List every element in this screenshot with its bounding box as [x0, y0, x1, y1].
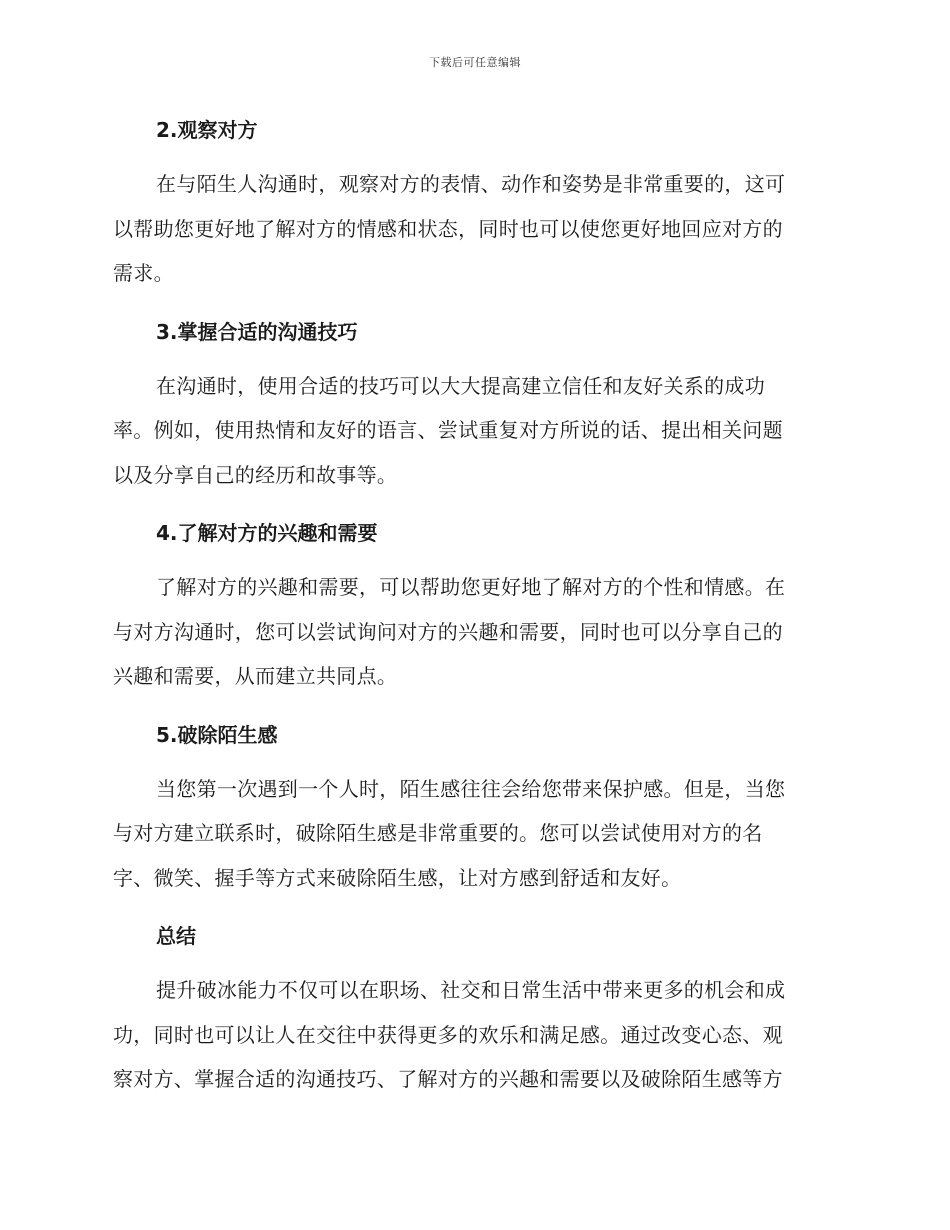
- paragraph-interests: [113, 565, 835, 699]
- paragraph-line: 提升破冰能力不仅可以在职场、社交和日常生活中带来更多的机会和成: [156, 978, 786, 1002]
- paragraph-line: 当您第一次遇到一个人时，陌生感往往会给您带来保护感。但是，当您: [156, 776, 786, 801]
- paragraph-line: 字、微笑、握手等方式来破除陌生感，让对方感到舒适和友好。: [113, 865, 682, 890]
- paragraph-line: 兴趣和需要，从而建立共同点。: [113, 664, 398, 688]
- section-title-skills: 3.掌握合适的沟通技巧: [156, 319, 358, 344]
- paragraph-line: 功，同时也可以让人在交往中获得更多的欢乐和满足感。通过改变心态、观: [113, 1022, 783, 1047]
- section-title-observe: 2.观察对方: [156, 118, 258, 142]
- paragraph-line: 了解对方的兴趣和需要，可以帮助您更好地了解对方的个性和情感。在: [156, 575, 786, 599]
- paragraph-line: 需求。: [113, 261, 174, 285]
- paragraph-strangeness: [113, 767, 835, 901]
- paragraph-observe: [113, 162, 835, 296]
- document-body: [113, 108, 835, 1116]
- paragraph-line: 察对方、掌握合适的沟通技巧、了解对方的兴趣和需要以及破除陌生感等方: [113, 1067, 783, 1091]
- section-title-interests: 4.了解对方的兴趣和需要: [156, 521, 378, 545]
- paragraph-skills: [113, 364, 835, 498]
- page-header: 下载后可任意编辑: [429, 56, 521, 69]
- paragraph-summary: [113, 968, 835, 1102]
- section-title-strangeness: 5.破除陌生感: [156, 722, 278, 747]
- paragraph-line: 在沟通时，使用合适的技巧可以大大提高建立信任和友好关系的成功: [156, 373, 765, 398]
- paragraph-line: 以及分享自己的经历和故事等。: [113, 462, 398, 487]
- paragraph-line: 率。例如，使用热情和友好的语言、尝试重复对方所说的话、提出相关问题: [113, 418, 783, 442]
- section-title-summary: 总结: [156, 924, 196, 948]
- paragraph-line: 以帮助您更好地了解对方的情感和状态，同时也可以使您更好地回应对方的: [113, 216, 783, 241]
- paragraph-line: 与对方建立联系时，破除陌生感是非常重要的。您可以尝试使用对方的名: [113, 821, 763, 845]
- paragraph-line: 在与陌生人沟通时，观察对方的表情、动作和姿势是非常重要的，这可: [156, 172, 786, 196]
- paragraph-line: 与对方沟通时，您可以尝试询问对方的兴趣和需要，同时也可以分享自己的: [113, 619, 783, 644]
